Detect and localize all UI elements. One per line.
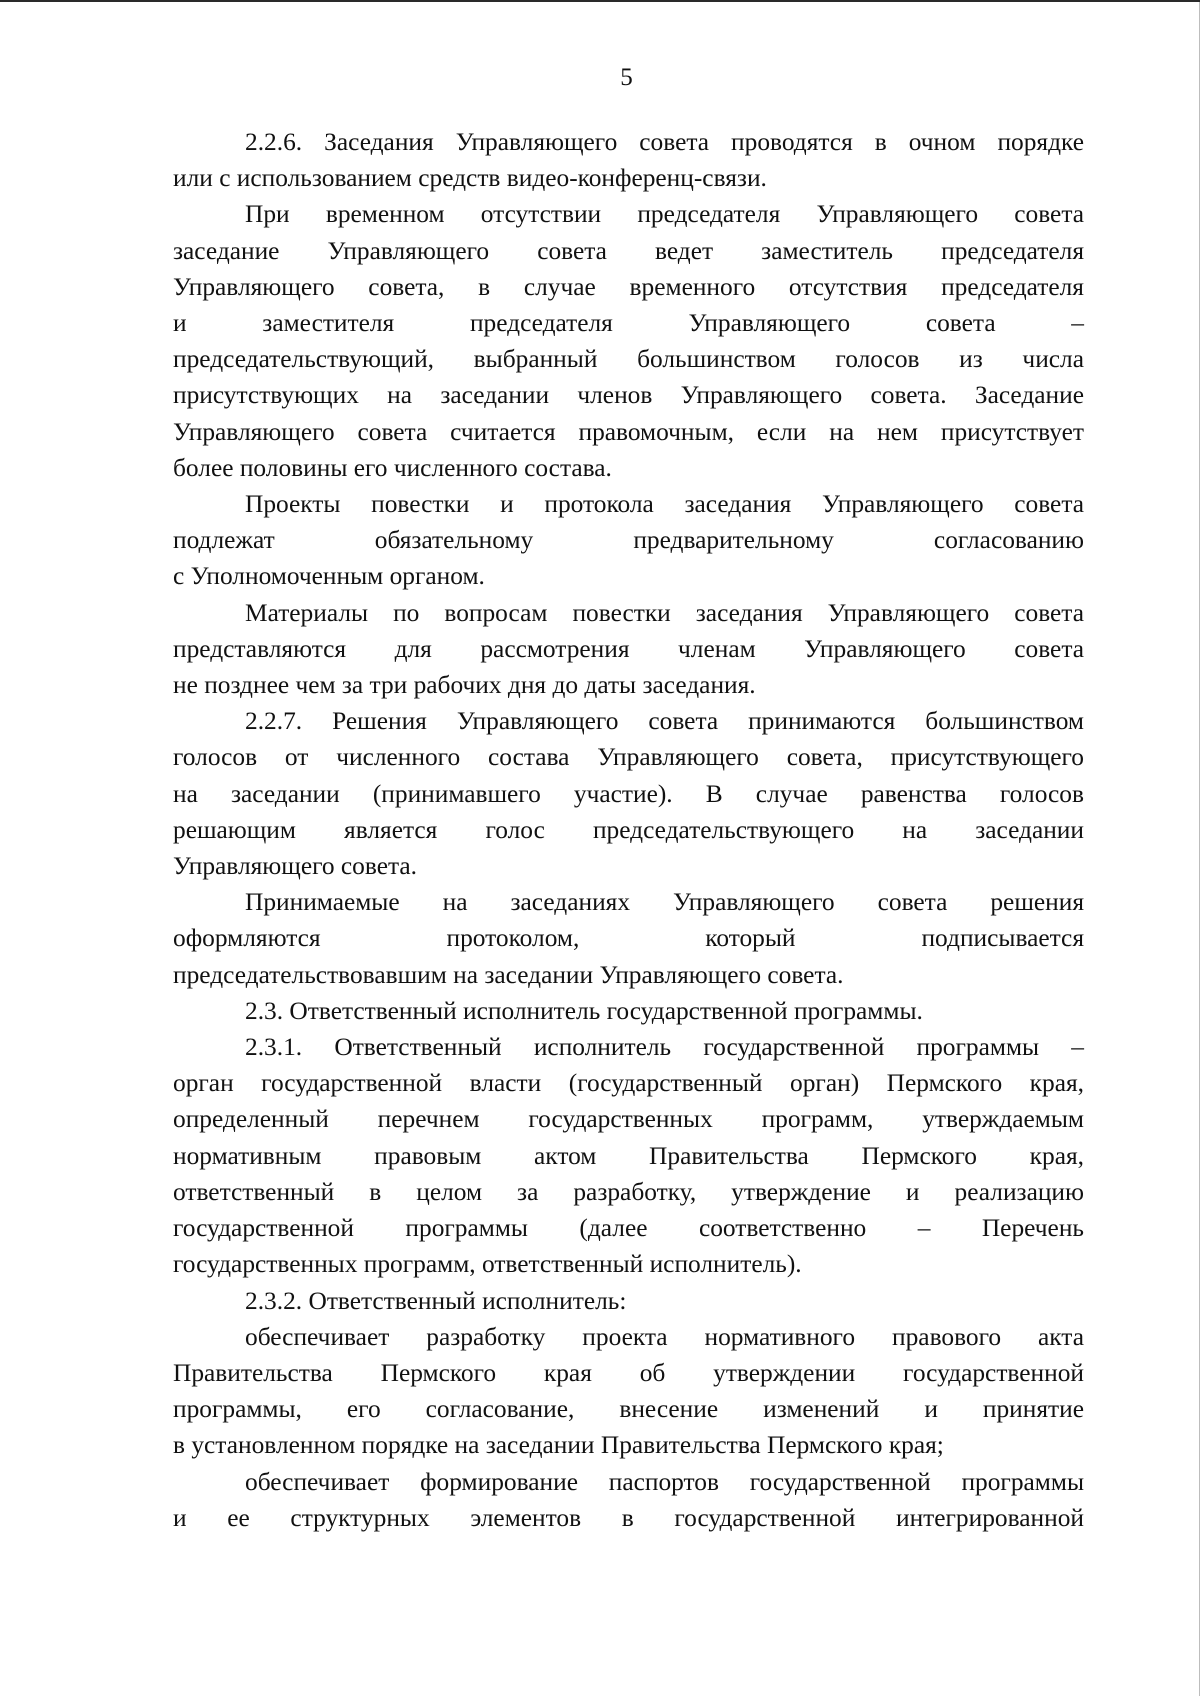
text-line: государственной программы (далее соответственно – Перечень [173, 1214, 1084, 1243]
paragraph-p8 [173, 1029, 1084, 1282]
paragraph-p2 [173, 196, 1084, 486]
text-line: 2.2.7. Решения Управляющего совета принимаются большинством [245, 707, 1084, 736]
text-line: и заместителя председателя Управляющего совета – [173, 309, 1084, 338]
text-line: оформляются протоколом, который подписывается [173, 924, 1084, 953]
text-line: не позднее чем за три рабочих дня до даты заседания. [173, 671, 756, 700]
text-line: председательствовавшим на заседании Управляющего совета. [173, 960, 844, 989]
text-line: с Уполномоченным органом. [173, 562, 485, 591]
text-line: обеспечивает разработку проекта нормативного правового акта [245, 1322, 1084, 1351]
text-line: Управляющего совета считается правомочным, если на нем присутствует [173, 417, 1084, 446]
text-line: обеспечивает формирование паспортов государственной программы [245, 1467, 1084, 1496]
text-line: 2.3. Ответственный исполнитель государственной программы. [245, 996, 923, 1025]
paragraph-p7 [173, 993, 1084, 1029]
text-line: 2.3.2. Ответственный исполнитель: [245, 1286, 627, 1315]
paragraph-p10 [173, 1319, 1084, 1464]
text-line: подлежат обязательному предварительному согласованию [173, 526, 1084, 555]
text-line: Управляющего совета. [173, 852, 418, 881]
text-line: Принимаемые на заседаниях Управляющего совета решения [245, 888, 1084, 917]
document-body [173, 124, 1084, 1536]
text-line: Проекты повестки и протокола заседания Управляющего совета [245, 490, 1084, 519]
text-line: Управляющего совета, в случае временного отсутствия председателя [173, 272, 1084, 301]
text-line: 2.3.1. Ответственный исполнитель государственной программы – [245, 1033, 1084, 1062]
text-line: определенный перечнем государственных программ, утверждаемым [173, 1105, 1084, 1134]
text-line: Правительства Пермского края об утверждении государственной [173, 1358, 1084, 1387]
paragraph-p3 [173, 486, 1084, 595]
text-line: и ее структурных элементов в государственной интегрированной [173, 1503, 1084, 1532]
text-line: присутствующих на заседании членов Управляющего совета. Заседание [173, 381, 1084, 410]
text-line: голосов от численного состава Управляющего совета, присутствующего [173, 743, 1084, 772]
text-line: в установленном порядке на заседании Правительства Пермского края; [173, 1431, 944, 1460]
text-line: более половины его численного состава. [173, 453, 612, 482]
page-number: 5 [620, 64, 633, 91]
text-line: представляются для рассмотрения членам Управляющего совета [173, 634, 1084, 663]
text-line: ответственный в целом за разработку, утверждение и реализацию [173, 1177, 1084, 1206]
text-line: орган государственной власти (государственный орган) Пермского края, [173, 1069, 1084, 1098]
text-line: решающим является голос председательствующего на заседании [173, 815, 1084, 844]
text-line: на заседании (принимавшего участие). В случае равенства голосов [173, 779, 1084, 808]
text-line: 2.2.6. Заседания Управляющего совета проводятся в очном порядке [245, 128, 1084, 156]
paragraph-p5 [173, 703, 1084, 884]
text-line: При временном отсутствии председателя Управляющего совета [245, 200, 1084, 229]
paragraph-p11 [173, 1464, 1084, 1536]
text-line: или с использованием средств видео-конференц-связи. [173, 164, 767, 193]
paragraph-p9 [173, 1283, 1084, 1319]
text-line: заседание Управляющего совета ведет заместитель председателя [173, 236, 1084, 265]
paragraph-p1 [173, 124, 1084, 196]
text-line: председательствующий, выбранный большинством голосов из числа [173, 345, 1084, 374]
text-line: программы, его согласование, внесение изменений и принятие [173, 1395, 1084, 1424]
text-line: Материалы по вопросам повестки заседания Управляющего совета [245, 598, 1084, 627]
text-line: нормативным правовым актом Правительства Пермского края, [173, 1141, 1084, 1170]
text-line: государственных программ, ответственный исполнитель). [173, 1250, 802, 1279]
paragraph-p4 [173, 595, 1084, 704]
paragraph-p6 [173, 884, 1084, 993]
